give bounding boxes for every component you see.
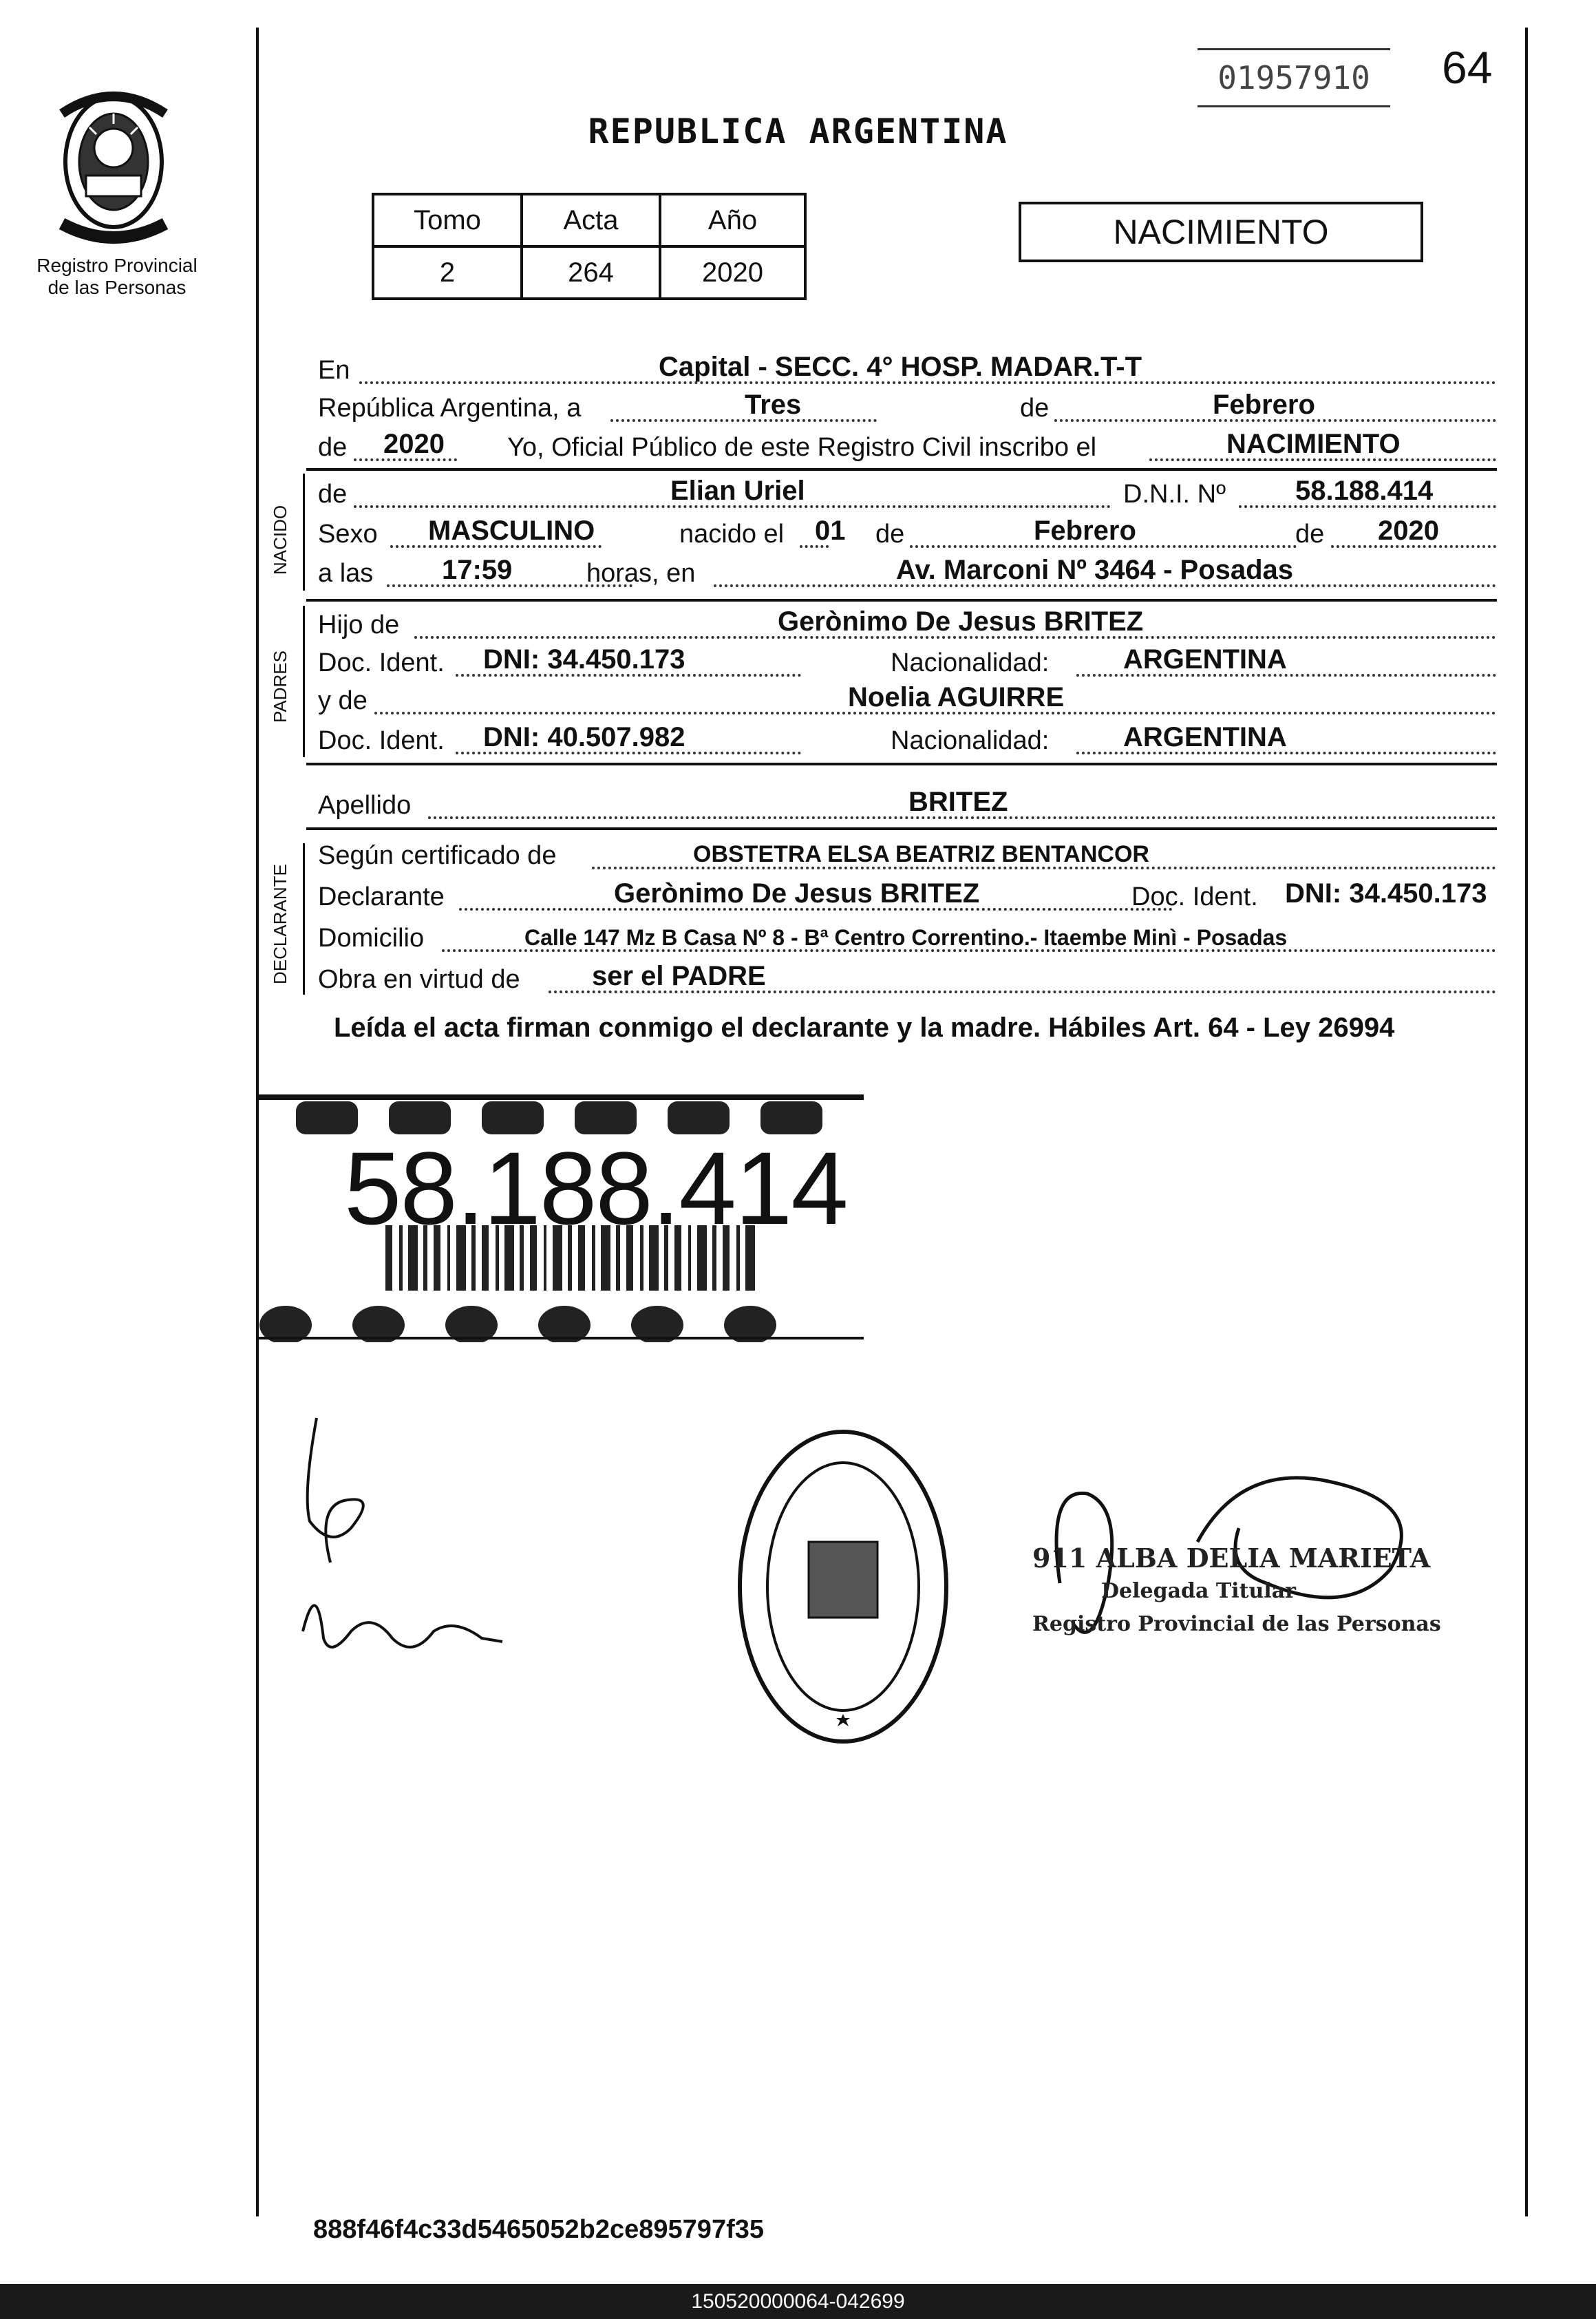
year-value: 2020	[383, 429, 445, 459]
anio-header: Año	[660, 194, 805, 246]
row-nombre	[318, 475, 1496, 513]
cert-value: OBSTETRA ELSA BEATRIZ BENTANCOR	[693, 841, 1149, 867]
yo-label: Yo, Oficial Público de este Registro Civil inscribo el	[507, 433, 1097, 462]
right-margin-line	[1525, 28, 1528, 2216]
nacido-section-label: NACIDO	[270, 505, 290, 575]
official-legend	[1032, 1542, 1441, 1641]
mother-nat-label: Nacionalidad:	[891, 726, 1050, 755]
apellido-label: Apellido	[318, 791, 412, 820]
row-certificado	[318, 836, 1496, 875]
separator	[306, 468, 1497, 471]
father-nat-label: Nacionalidad:	[891, 648, 1050, 677]
apellido-value: BRITEZ	[908, 787, 1008, 817]
record-type-box: NACIMIENTO	[1019, 202, 1423, 262]
child-name: Elian Uriel	[670, 476, 805, 506]
row-sexo	[318, 515, 1496, 553]
decl-doc-value: DNI: 34.450.173	[1285, 878, 1487, 909]
row-declarante	[318, 878, 1496, 916]
birth-place: Av. Marconi Nº 3464 - Posadas	[896, 555, 1294, 585]
de-label: de	[1020, 394, 1050, 423]
birth-time: 17:59	[442, 555, 513, 585]
father-nationality: ARGENTINA	[1123, 644, 1287, 675]
cert-label: Según certificado de	[318, 841, 557, 870]
padres-section-label: PADRES	[270, 650, 290, 723]
de-month-label: de	[1295, 520, 1325, 549]
obra-label: Obra en virtud de	[318, 965, 520, 994]
separator	[306, 827, 1497, 830]
tomo-value: 2	[373, 246, 522, 299]
barcode-number: 58.188.414	[344, 1130, 847, 1246]
row-padre	[318, 606, 1496, 644]
province-emblem	[55, 86, 172, 251]
official-role: Delegada Titular	[1101, 1579, 1296, 1603]
act-value: NACIMIENTO	[1226, 429, 1401, 459]
footer-code: 150520000064-042699	[0, 2284, 1596, 2319]
a-las-label: a las	[318, 559, 374, 588]
mother-nationality: ARGENTINA	[1123, 722, 1287, 752]
decl-doc-label: Doc. Ident.	[1131, 882, 1258, 911]
hijo-de-label: Hijo de	[318, 611, 400, 639]
document-title: REPUBLICA ARGENTINA	[588, 112, 1008, 151]
en-value: Capital - SECC. 4° HOSP. MADAR.T-T	[659, 352, 1142, 382]
row-en	[318, 351, 1496, 390]
acta-value: 264	[522, 246, 660, 299]
decl-label: Declarante	[318, 882, 445, 911]
row-madre	[318, 681, 1496, 720]
mother-doc-label: Doc. Ident.	[318, 726, 445, 755]
row-padre-doc	[318, 644, 1496, 682]
separator	[306, 763, 1497, 765]
obra-value: ser el PADRE	[592, 961, 766, 991]
folio-number: 64	[1442, 42, 1493, 93]
acta-header: Acta	[522, 194, 660, 246]
dom-value: Calle 147 Mz B Casa Nº 8 - Bª Centro Correntino.- Itaembe Minì - Posadas	[524, 925, 1288, 950]
official-name: 911 ALBA DELIA MARIETA	[1032, 1543, 1431, 1574]
row-madre-doc	[318, 721, 1496, 760]
day-value: Tres	[745, 390, 802, 420]
handwritten-signature	[289, 1411, 509, 1686]
decl-value: Gerònimo De Jesus BRITEZ	[614, 878, 980, 909]
row-republica	[318, 389, 1496, 427]
horas-label: horas, en	[586, 559, 696, 588]
father-doc: DNI: 34.450.173	[483, 644, 685, 675]
mother-doc: DNI: 40.507.982	[483, 722, 685, 752]
row-domicilio	[318, 919, 1496, 957]
sexo-value: MASCULINO	[428, 516, 595, 546]
dni-label: D.N.I. Nº	[1123, 480, 1226, 509]
padres-bracket	[303, 606, 305, 757]
declarante-bracket	[303, 843, 305, 995]
de-name-label: de	[318, 480, 348, 509]
official-stamp	[733, 1425, 953, 1748]
birth-day: 01	[815, 516, 846, 546]
row-hora	[318, 554, 1496, 593]
tomo-header: Tomo	[373, 194, 522, 246]
birth-year: 2020	[1378, 516, 1439, 546]
sexo-label: Sexo	[318, 520, 378, 549]
declarante-section-label: DECLARANTE	[270, 864, 290, 984]
child-dni: 58.188.414	[1295, 476, 1434, 506]
de-day-label: de	[875, 520, 905, 549]
document-hash: 888f46f4c33d5465052b2ce895797f35	[313, 2215, 764, 2244]
separator	[306, 599, 1497, 602]
en-label: En	[318, 356, 350, 385]
father-doc-label: Doc. Ident.	[318, 648, 445, 677]
row-obra	[318, 960, 1496, 999]
de2-label: de	[318, 433, 348, 462]
row-year	[318, 428, 1496, 467]
record-table	[372, 193, 807, 300]
anio-value: 2020	[660, 246, 805, 299]
registry-label: Registro Provincial de las Personas	[36, 255, 198, 298]
closing-note: Leída el acta firman conmigo el declarante y la madre. Hábiles Art. 64 - Ley 26994	[334, 1013, 1395, 1043]
serial-number: 01957910	[1198, 48, 1390, 107]
father-name: Gerònimo De Jesus BRITEZ	[778, 606, 1144, 637]
nacido-el-label: nacido el	[679, 520, 785, 549]
republica-label: República Argentina, a	[318, 394, 582, 423]
month-value: Febrero	[1213, 390, 1315, 420]
official-office: Registro Provincial de las Personas	[1032, 1612, 1441, 1636]
row-apellido	[318, 786, 1496, 825]
y-de-label: y de	[318, 686, 368, 715]
mother-name: Noelia AGUIRRE	[848, 682, 1065, 712]
birth-month: Febrero	[1034, 516, 1136, 546]
dom-label: Domicilio	[318, 924, 425, 953]
nacido-bracket	[303, 474, 305, 591]
